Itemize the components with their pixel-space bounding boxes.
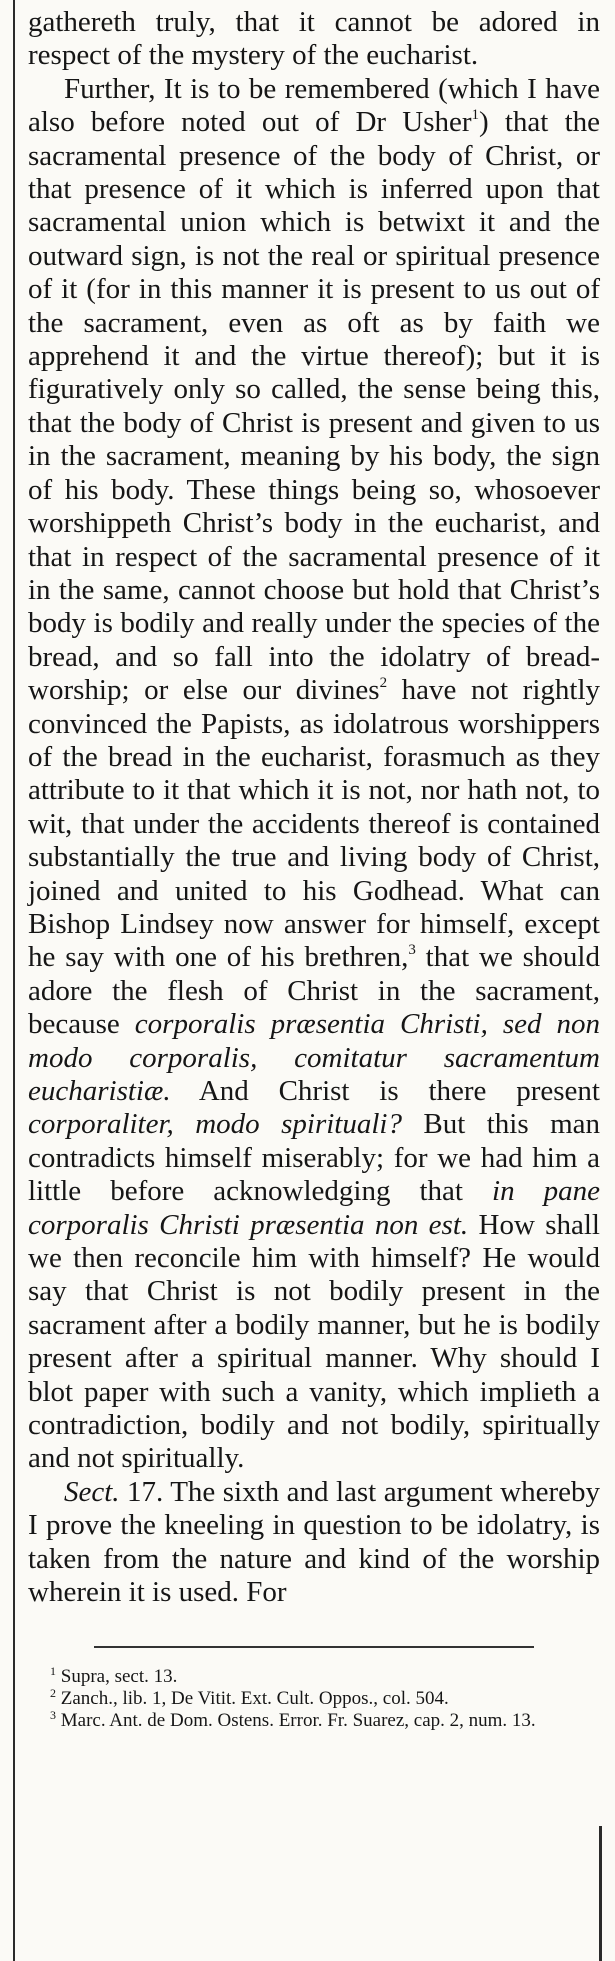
section-label: Sect.	[64, 1475, 120, 1508]
paragraph-3: Sect. 17. The sixth and last argument whereby I prove the kneeling in question to be idolatry, is taken from the nature and kind of the worship wherein it is used. For	[28, 1475, 600, 1609]
footnote-ref-2: 2	[379, 675, 388, 692]
book-page	[28, 6, 600, 1732]
latin-quote-1: corporalis præsentia Christi, sed non modo corporalis, comitatur sacramentum eucharistiæ.	[28, 1008, 600, 1107]
left-margin-rule	[13, 0, 15, 1961]
latin-quote-2: corporaliter, modo spirituali?	[28, 1108, 402, 1141]
paragraph-2: Further, It is to be remembered (which I have also before noted out of Dr Usher$^1$) that the sacramental presence of the body of Christ, or that presence of it which is inferred upon that sacramental union which is betwixt it and the outward sign, is not the real or spiritual presence of it (for in this manner it is present to us out of the sacrament, even as oft as by faith we apprehend it and the virtue thereof); but it is figuratively only so called, the sense being this, that the body of Christ is present and given to us in the sacrament, meaning by his body, the sign of his body. These things being so, whosoever worshippeth Christ’s body in the eucharist, and that in respect of the sacramental presence of it in the same, cannot choose but hold that Christ’s body is bodily and really under the species of the bread, and so fall into the idolatry of bread-worship; or else our divines$^2$ have not rightly convinced the Papists, as idolatrous worshippers of the bread in the eucharist, forasmuch as they attribute to it that which it is not, nor hath not, to wit, that under the accidents thereof is contained substantially the true and living body of Christ, joined and united to his Godhead. What can Bishop Lindsey now answer for himself, except he say with one of his brethren,$^3$ that we should adore the flesh of Christ in the sacrament, because corporalis præsentia Christi, sed non modo corporalis, comitatur sacramentum eucharistiæ. And Christ is there present corporaliter, modo spirituali? But this man contradicts himself miserably; for we had him a little before acknowledging that in pane corporalis Christi præsentia non est. How shall we then reconcile him with himself? He would say that Christ is not bodily present in the sacrament after a bodily manner, but he is bodily present after a spiritual manner. Why should I blot paper with such a vanity, which implieth a contradiction, bodily and not bodily, spiritually and not spiritually.	[28, 72, 601, 1475]
paragraph-1: gathereth truly, that it cannot be adored in respect of the mystery of the eucharist.	[28, 6, 600, 72]
footnote-ref-1: 1	[471, 107, 480, 124]
footnote-divider	[94, 1646, 534, 1648]
right-margin-rule	[599, 1826, 602, 1961]
footnotes	[28, 1663, 600, 1732]
body-text	[28, 6, 600, 1610]
footnote-2: $^2$ Zanch., lib. 1, De Vitit. Ext. Cult. Oppos., col. 504.	[50, 1685, 449, 1709]
footnote-3: $^3$ Marc. Ant. de Dom. Ostens. Error. Fr. Suarez, cap. 2, num. 13.	[50, 1707, 536, 1731]
latin-quote-3: in pane corporalis Christi præsentia non est.	[28, 1175, 600, 1241]
footnote-ref-3: 3	[408, 942, 416, 959]
footnote-1: $^1$ Supra, sect. 13.	[50, 1663, 178, 1687]
